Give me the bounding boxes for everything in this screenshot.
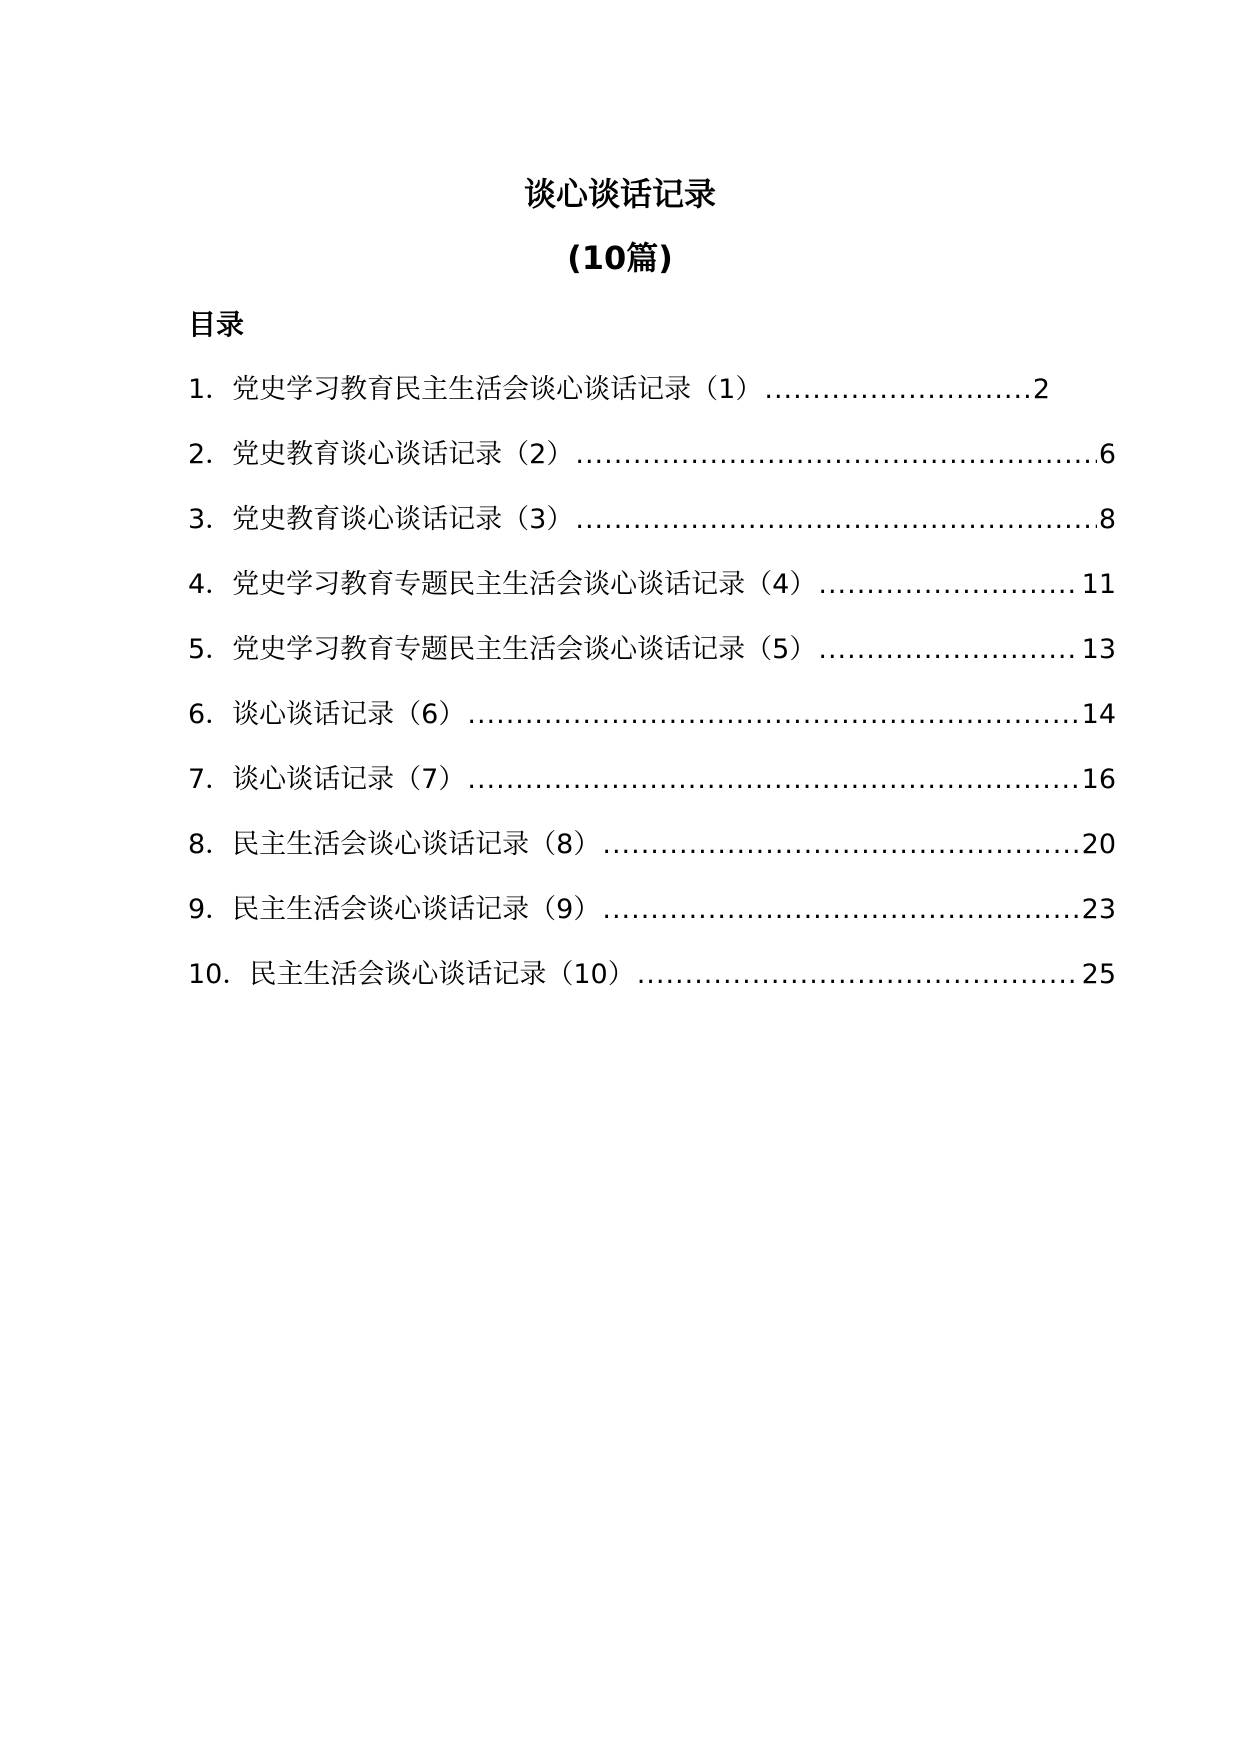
toc-entry-title: 6．谈心谈话记录（6） — [188, 699, 466, 730]
toc-entry[interactable] — [188, 825, 1116, 890]
toc-entry[interactable] — [188, 630, 1116, 695]
toc-dot-leader — [467, 695, 1079, 735]
toc-dot-leader — [818, 630, 1079, 670]
toc-entry-title: 10．民主生活会谈心谈话记录（10） — [188, 959, 635, 990]
toc-dot-leader — [818, 565, 1079, 605]
toc-entry-page: 23 — [1081, 894, 1116, 925]
toc-entry-page: 6 — [1098, 439, 1116, 470]
toc-entry-page: 13 — [1081, 634, 1116, 665]
toc-entry-page: 20 — [1081, 829, 1116, 860]
toc-entry[interactable] — [188, 695, 1116, 760]
toc-entry[interactable] — [188, 500, 1116, 565]
toc-entry[interactable] — [188, 565, 1116, 630]
toc-entry-title: 7．谈心谈话记录（7） — [188, 764, 466, 795]
toc-entry-page: 2 — [1032, 374, 1050, 405]
toc-entry-title: 9．民主生活会谈心谈话记录（9） — [188, 894, 601, 925]
toc-entry-page: 8 — [1098, 504, 1116, 535]
toc-entry-title: 5．党史学习教育专题民主生活会谈心谈话记录（5） — [188, 634, 817, 665]
toc-entry-title: 2．党史教育谈心谈话记录（2） — [188, 439, 574, 470]
toc-heading: 目录 — [188, 308, 245, 341]
toc-entry-page: 16 — [1081, 764, 1116, 795]
toc-entry-page: 25 — [1081, 959, 1116, 990]
toc-entry-page: 14 — [1081, 699, 1116, 730]
toc-dot-leader — [602, 825, 1079, 865]
toc-dot-leader — [575, 435, 1096, 475]
toc-dot-leader — [637, 955, 1080, 995]
document-subtitle: (10篇) — [567, 239, 673, 277]
toc-dot-leader — [467, 760, 1079, 800]
toc-entry[interactable] — [188, 435, 1116, 500]
toc-entry[interactable] — [188, 370, 1050, 435]
document-title: 谈心谈话记录 — [523, 175, 716, 213]
toc-entry[interactable] — [188, 760, 1116, 825]
toc-entry[interactable] — [188, 890, 1116, 955]
toc-entry-title: 8．民主生活会谈心谈话记录（8） — [188, 829, 601, 860]
toc-entry[interactable] — [188, 955, 1116, 1020]
toc-dot-leader — [575, 500, 1096, 540]
toc-entry-title: 3．党史教育谈心谈话记录（3） — [188, 504, 574, 535]
toc-entry-page: 11 — [1081, 569, 1116, 600]
table-of-contents — [188, 370, 1116, 1020]
toc-entry-title: 4．党史学习教育专题民主生活会谈心谈话记录（4） — [188, 569, 817, 600]
toc-entry-title: 1．党史学习教育民主生活会谈心谈话记录（1） — [188, 374, 763, 405]
toc-dot-leader — [602, 890, 1079, 930]
toc-dot-leader — [764, 370, 1030, 410]
